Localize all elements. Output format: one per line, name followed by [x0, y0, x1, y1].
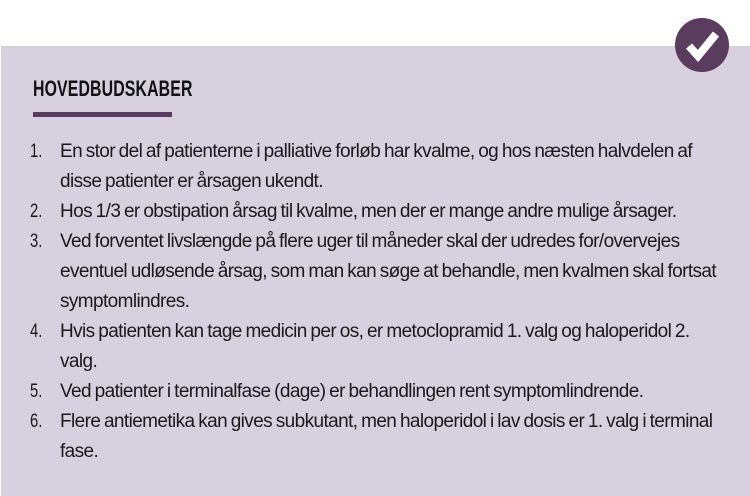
- item-text: Flere antiemetika kan gives subkutant, men haloperidol i lav dosis er 1. valg i terminal fase.: [60, 411, 713, 462]
- checkmark-badge: [675, 18, 729, 72]
- item-number: 6.: [30, 411, 43, 432]
- item-number: 1.: [30, 141, 43, 162]
- item-text: Ved patienter i terminalfase (dage) er behandlingen rent symptomlindrende.: [60, 381, 644, 402]
- list-item: [30, 377, 730, 407]
- item-text: En stor del af patienterne i palliative forløb har kvalme, og hos næsten halvdelen af disse patienter er årsagen ukendt.: [60, 141, 693, 192]
- list-item: [30, 317, 730, 377]
- item-number: 5.: [30, 381, 43, 402]
- list-item: [30, 227, 730, 317]
- item-number: 4.: [30, 321, 43, 342]
- key-messages-list: [30, 137, 730, 467]
- item-number: 2.: [30, 201, 43, 222]
- item-text: Ved forventet livslængde på flere uger til måneder skal der udredes for/overvejes eventuel udløsende årsag, som man kan søge at behandle, men kvalmen skal fortsat symptomlindres.: [60, 231, 717, 312]
- item-text: Hvis patienten kan tage medicin per os, er metoclopramid 1. valg og haloperidol 2. valg.: [60, 321, 690, 372]
- checkmark-icon: [675, 18, 729, 72]
- panel-heading: HOVEDBUDSKABER: [33, 76, 193, 101]
- list-item: [30, 407, 730, 467]
- list-item: [30, 137, 730, 197]
- item-number: 3.: [30, 231, 43, 252]
- list-item: [30, 197, 730, 227]
- heading-underline: [33, 112, 172, 117]
- item-text: Hos 1/3 er obstipation årsag til kvalme, men der er mange andre mulige årsager.: [60, 201, 677, 222]
